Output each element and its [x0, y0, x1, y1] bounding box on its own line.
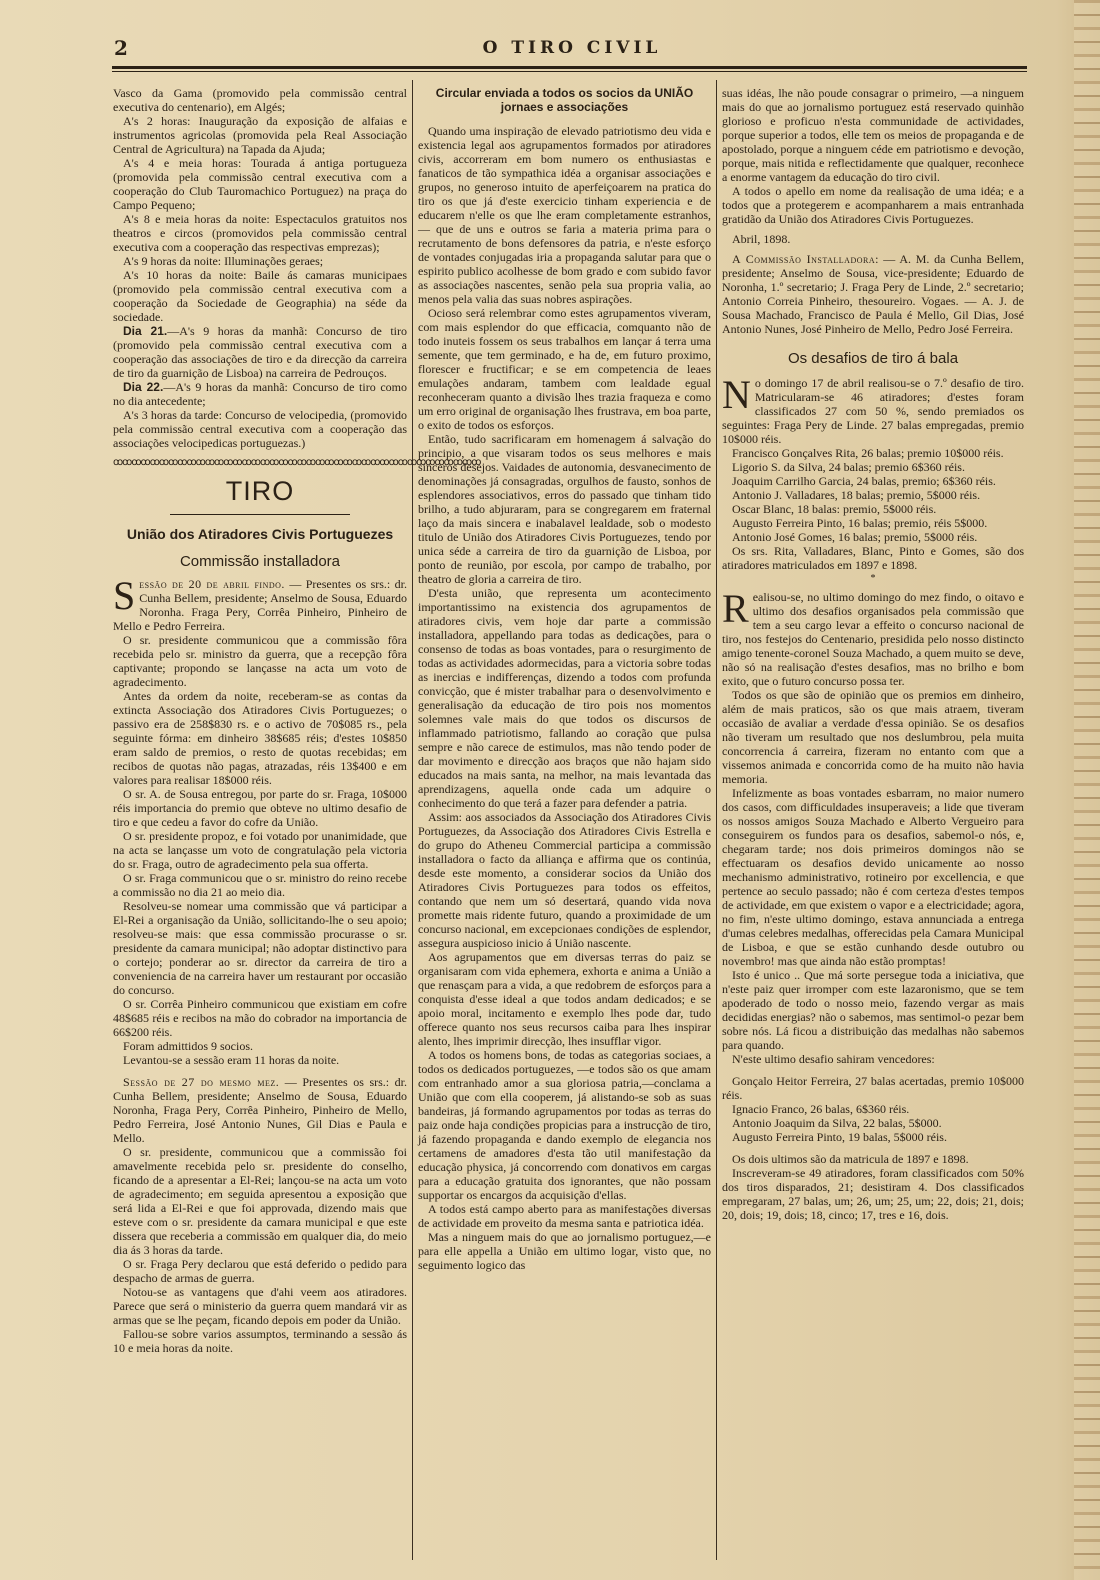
- paragraph: Isto é unico .. Que má sorte persegue toda a iniciativa, que n'este paiz quer irromper com este lazaronismo, que se tem apoderado de todo o nosso meio, fazendo vergar as mais decididas energias? não o sabemos, mas sentimol-o pezar bem sobre nós. Lá ficou a distribuição das medalhas não sabemos para quando.: [722, 968, 1024, 1052]
- winner-line: Augusto Ferreira Pinto, 19 balas, 5$000 réis.: [732, 1130, 947, 1144]
- day-label: Dia 21.: [123, 324, 168, 338]
- paragraph: Ocioso será relembrar como estes agrupamentos viveram, com mais esplendor do que efficacia, comquanto não de todo inuteis fossem os seus trabalhos em lançar á terra uma semente, que tem germinado, e ha de, em futuro proximo, florescer e fructificar; e se em competencia de leaes emulações andaram, tambem com lealdade egual reconheceram quanto a divisão lhes trazia fraqueza e como um erro original de organisação lhes frustrava, em boa parte, o exito de todos os esforços.: [418, 306, 711, 432]
- paragraph: [113, 380, 407, 408]
- paragraph: Todos os que são de opinião que os premios em dinheiro, além de mais praticos, são os que mais atraem, tiveram occasião de avaliar a verdade d'essa opinião. Se os desafios não tiveram um resultado que nos deslumbrou, pela muita concorrencia á carreira, fizeram no entanto com que a vissemos animada e concorrida como de ha muito não havia memoria.: [722, 688, 1024, 786]
- ornamental-divider: ꝏꝏꝏꝏꝏꝏꝏꝏꝏꝏꝏꝏꝏꝏꝏꝏꝏꝏꝏꝏꝏꝏꝏꝏꝏꝏꝏꝏꝏꝏꝏꝏꝏꝏꝏꝏꝏꝏꝏꝏ: [113, 457, 481, 468]
- paragraph: Inscreveram-se 49 atiradores, foram classificados com 50% dos tiros disparados, 21; desistiram 4. Dos classificados empregaram, 27 balas, um; 26, um; 25, um; 22, dois; 21, dois; 20, dois; 19, dois; 18, cinco; 17, tres e 16, dois.: [722, 1166, 1024, 1222]
- winner-line: Ignacio Franco, 26 balas, 6$360 réis.: [732, 1102, 910, 1116]
- paragraph: D'esta união, que representa um acontecimento importantissimo na existencia dos agrupamentos de atiradores civis, vem hoje dar parte a commissão installadora, appellando para todas as dedicações, para o consenso de todas as boas vontades, para o resurgimento de todas as actividades adormecidas, para a victoria sobre todas as inercias e indifferenças, dizendo a todos com profunda convicção, que é mister trabalhar para o desenvolvimento e generalisação da educação de tiro pois nos momentos solemnes vale mais do que todos os discursos de inflammado patriotismo, fallando ao coração que pulsa sempre e não carece de estimulos, mas não tendo poder de dar movimento e direcção aos braços que não hajam sido educados na mais santa, na melhor, na mais levantada das aprendizagens, aquella onde cada um adquire o conhecimento do que terá a fazer para defender a patria.: [418, 586, 711, 810]
- paragraph-text: ealisou-se, no ultimo domingo do mez findo, o oitavo e ultimo dos desafios organisados pela commissão que tem a seu cargo levar a effeito o concurso nacional de tiro, nos festejos do Centenario, presidida pelo nosso distincto amigo tenente-coronel Souza Machado, a quem muito se deve, não só na realisação d'estes desafios, mas no brilho e bom exito, que o futuro concurso possa ter.: [722, 590, 1024, 688]
- result-line: Joaquim Carrilho Garcia, 24 balas, premio; 6$360 réis.: [732, 474, 996, 488]
- page-number: 2: [114, 36, 128, 60]
- section-title: TIRO: [225, 476, 295, 506]
- page-edge: [1074, 0, 1100, 1580]
- drop-cap: S: [113, 573, 136, 618]
- header-rule: [112, 66, 1027, 72]
- paragraph: Foram admittidos 9 socios.: [123, 1039, 253, 1053]
- short-rule: [170, 514, 350, 515]
- paragraph: A's 8 e meia horas da noite: Espectaculos gratuitos nos theatros e circos (promovidos pela commissão central executiva com a cooperação das respectivas emprezas);: [113, 212, 407, 254]
- session-lead: Sessão de 27 do mesmo mez.: [123, 1075, 280, 1089]
- column-divider: [716, 80, 717, 1560]
- column-divider: [412, 80, 413, 1560]
- paragraph: O sr. Fraga Pery declarou que está deferido o pedido para despacho de armas de guerra.: [113, 1257, 407, 1285]
- paragraph: [722, 372, 1024, 446]
- result-line: Ligorio S. da Silva, 24 balas; premio 6$360 réis.: [732, 460, 965, 474]
- paragraph: Antes da ordem da noite, receberam-se as contas da extincta Associação dos Atiradores Civis Portuguezes; o passivo era de 258$830 rs. e o activo de 70$085 rs., pela seguinte fórma: em dinheiro 38$685 réis; d'estes 10$850 eram saldo de premios, o resto de quotas recebidas; em recibos de quotas não pagas, atrazadas, réis 13$400 e em valores para realisar 18$000 réis.: [113, 689, 407, 787]
- paragraph: N'este ultimo desafio sahiram vencedores:: [732, 1052, 935, 1066]
- paragraph: O sr. presidente propoz, e foi votado por unanimidade, que na acta se lançasse um voto de congratulação pela victoria do sr. Fraga, outro de agradecimento pela sua offerta.: [113, 829, 407, 871]
- winner-line: Gonçalo Heitor Ferreira, 27 balas acertadas, premio 10$000 réis.: [722, 1074, 1024, 1102]
- paragraph: Fallou-se sobre varios assumptos, terminando a sessão ás 10 e meia horas da noite.: [113, 1327, 407, 1355]
- paragraph: A's 10 horas da noite: Baile ás camaras municipaes (promovido pela commissão central executiva com a cooperação da Sociedade de Geographia) na séde da sociedade.: [113, 268, 407, 324]
- signature-text: : — A. M. da Cunha Bellem, presidente; Anselmo de Sousa, vice-presidente; Eduardo de Noronha, 1.º secretario; J. Fraga Pery de Linde, 2.º secretario; Antonio Correia Pinheiro, thesoureiro. Vogaes. — A. J. de Sousa Machado, Francisco de Paula é Mello, Gil Dias, José Antonio Nunes, José Pinheiro de Mello, Pedro José Ferreira.: [722, 252, 1025, 336]
- paragraph: suas idéas, lhe não poude consagrar o primeiro, —a ninguem mais do que ao jornalismo portuguez está reservado quinhão glorioso e proficuo n'esta communidade de actividades, porque superior a todos, elle tem os meios de propaganda e de apostolado, porque a ninguem céde em patriotismo e devoção, porque, mais nitida e reflectidamente que qualquer, reconhece a enorme vantagem da educação do tiro civil.: [722, 86, 1024, 184]
- paragraph: A's 3 horas da tarde: Concurso de velocipedia, (promovido pela commissão central executiva com a cooperação das associações velocipedicas portuguezas.): [113, 408, 407, 450]
- paragraph: O sr. Fraga communicou que o sr. ministro do reino recebe a commissão no dia 21 ao meio dia.: [113, 871, 407, 899]
- column-3: [722, 86, 1024, 1556]
- article-heading: Circular enviada a todos os socios da UNIÃO jornaes e associações: [435, 86, 694, 114]
- paragraph: Infelizmente as boas vontades esbarram, no maior numero dos casos, com difficuldades insuperaveis; a lide que tiveram os nossos amigos Souza Machado e Alberto Vergueiro para conseguirem os fundos para os desafios, sabemol-o nós, e, chegaram tarde; nos dois primeiros domingos não se effectuaram os desafios devido unicamente ao nosso mechanismo administrativo, rotineiro por excellencia, e que pertence ao seculo passado; não é com certeza d'estes tempos de actividade, em que existem o vapor e a electricidade; agora, no fim, n'este ultimo domingo, estava annunciada a entrega d'umas celebres medalhas, offerecidas pela Camara Municipal de Lisboa, e que se estão cunhando desde outubro ou novembro! mas que ainda não estão promptas!: [722, 786, 1024, 968]
- session-lead: essão de 20 de abril findo.: [139, 577, 285, 591]
- session-text: — Presentes os srs.: dr. Cunha Bellem, presidente; Anselmo de Sousa, Eduardo Noronha, Fraga Pery, Corrêa Pinheiro, Pinheiro de Mello, Pedro Ferreira, José Antonio Nunes, Gil Dias e Paula e Mello.: [113, 1075, 407, 1145]
- day-label: Dia 22.: [123, 380, 164, 394]
- paragraph: O sr. A. de Sousa entregou, por parte do sr. Fraga, 10$000 réis importancia do premio que obteve no ultimo desafio de tiro e que cedeu a favor do cofre da União.: [113, 787, 407, 829]
- session-text: — Presentes os srs.: dr. Cunha Bellem, presidente; Anselmo de Sousa, Eduardo Noronha. Fraga Pery, Corrêa Pinheiro, Pinheiro de Mello e Pedro Ferreira.: [113, 577, 407, 633]
- paragraph: A's 2 horas: Inauguração da exposição de alfaias e instrumentos agricolas (promovida pela Real Associação Central de Agricultura) na Tapada da Ajuda;: [113, 114, 407, 156]
- paragraph: Os srs. Rita, Valladares, Blanc, Pinto e Gomes, são dos atiradores matriculados em 1897 e 1898.: [722, 544, 1024, 572]
- paragraph: Os dois ultimos são da matricula de 1897 e 1898.: [732, 1152, 969, 1166]
- paragraph: Resolveu-se nomear uma commissão que vá participar a El-Rei a organisação da União, sollicitando-lhe o seu apoio; resolveu-se mais: que essa commissão procurasse o sr. presidente da camara municipal; não adoptar distinctivo para o cortejo; ponderar ao sr. director da carreira de tiro a conveniencia de na carreira haver um restaurant por occasião do concurso.: [113, 899, 407, 997]
- result-line: Antonio José Gomes, 16 balas; premio, 5$000 réis.: [732, 530, 978, 544]
- paragraph: [113, 1075, 407, 1145]
- separator-star: *: [870, 573, 876, 584]
- signature-lead: A Commissão Installadora: [732, 252, 876, 266]
- paragraph: Levantou-se a sessão eram 11 horas da noite.: [123, 1053, 340, 1067]
- paragraph: O sr. presidente, communicou que a commissão foi amavelmente recebida pelo sr. presidente do conselho, ficando de a apresentar a El-Rei; lançou-se na acta um voto de agradecimento; em seguida apresentou a exposição que será lida a El-Rei e que foi approvada, dizendo mais que esteve com o sr. presidente da camara municipal e que este dissera que receberia a commissão em qualquer dia, do meio dia ás 3 horas da tarde.: [113, 1145, 407, 1257]
- paragraph: Então, tudo sacrificaram em homenagem á salvação do principio, a que visaram todos os seus melhores e mais sinceros desejos. Vaidades de autonomia, desvanecimento de denominações já consagradas, orgulhos de fausto, sonhos de esplendores associativos, erros do passado que tinham tido brilho, a tudo abjuraram, para se congregarem em fraternal laço da mais sincera e inabalavel lealdade, sob o modesto titulo de União dos Atiradores Civis Portuguezes, tendo por unica séde a carreira de tiro da guarnição de Lisboa, por ponto de reunião, por escola, por campo de trabalho, por theatro de gloria a carreira de tiro.: [418, 432, 711, 586]
- paragraph-text: o domingo 17 de abril realisou-se o 7.º desafio de tiro. Matricularam-se 46 atiradores; d'estes foram classificados 27 com 50 %, sendo premiados os seguintes: Fraga Pery de Linde. 27 balas empregadas, premio 10$000 réis.: [722, 376, 1024, 446]
- paragraph: Mas a ninguem mais do que ao jornalismo portuguez,—e para elle appella a União em ultimo logar, visto que, no seguimento logico das: [418, 1230, 711, 1272]
- paragraph: [113, 324, 407, 380]
- paragraph: A's 9 horas da noite: Illuminações geraes;: [123, 254, 324, 268]
- paragraph: [722, 586, 1024, 688]
- result-line: Oscar Blanc, 18 balas: premio, 5$000 réis.: [732, 502, 937, 516]
- day-text: —A's 9 horas da manhã: Concurso de tiro (promovido pela commissão central executiva com a cooperação das associações de tiro e da direcção da carreira de tiro da guarnição de Lisboa) na carreira de Pedrouços.: [113, 324, 407, 380]
- day-text: —A's 9 horas da manhã: Concurso de tiro como no dia antecedente;: [113, 380, 407, 408]
- winner-line: Antonio Joaquim da Silva, 22 balas, 5$000.: [732, 1116, 942, 1130]
- paragraph: A's 4 e meia horas: Tourada á antiga portugueza (promovida pela commissão central executiva com a cooperação do Club Tauromachico Portuguez) na praça do Campo Pequeno;: [113, 156, 407, 212]
- date-line: Abril, 1898.: [732, 232, 791, 246]
- paragraph: [113, 573, 407, 633]
- drop-cap: N: [722, 372, 751, 417]
- paragraph: Quando uma inspiração de elevado patriotismo deu vida e existencia legal aos agrupamentos formados por atiradores civis, accorreram em bom numero os enthusiastas e fanaticos de tão sympathica idéa a organisar associações e grupos, no generoso intuito de aperfeiçoarem na pratica do tiro os que já d'este exercicio tinham experiencia e de educarem n'elle os que lhe eram completamente estranhos, — que de uns e outros se faria a materia prima para o recrutamento de bons defensores da patria, e n'este esforço de vontades conjugadas iria a propaganda salutar para que o espirito publico acolhesse de bom grado e com subido favor as associações nascentes, senão pela sua propria valia, ao menos pela valia das suas nobres aspirações.: [418, 124, 711, 306]
- page-header: [112, 36, 1032, 66]
- result-line: Augusto Ferreira Pinto, 16 balas; premio, réis 5$000.: [732, 516, 988, 530]
- section-subtitle-2: Commissão installadora: [179, 553, 341, 570]
- paragraph: Aos agrupamentos que em diversas terras do paiz se organisaram com vida ephemera, exhorta e anima a União a que renasçam para a vida, a que redobrem de esforços para a conquista d'esse ideal a que todos andam dedicados; e se apoio moral, incitamento e exemplo lhes pode dar, tudo offerece quanto nos seus recursos caiba para lhes inspirar alento, lhes imprimir direcção, lhes insufflar vigor.: [418, 950, 711, 1048]
- signatures: [722, 252, 1024, 336]
- paragraph: A todos os homens bons, de todas as categorias sociaes, a todos os dedicados portuguezes, —e todos são os que amam com entranhado amor a sua gloriosa patria,—conclama a União que com ella cooperem, já alistando-se sob as suas bandeiras, já formando agrupamentos por todas as terras do paiz onde haja condições propicias para a instrucção de tiro, já fazendo propaganda e dando exemplo de elegancia nos certamens de amadores d'esta tão util manifestação da educação physica, já concorrendo com donativos em cargas para a educação gratuita dos ignorantes, que não possam supportar os encargos da acquisição d'ellas.: [418, 1048, 711, 1202]
- paragraph: Assim: aos associados da Associação dos Atiradores Civis Portuguezes, da Associação dos Atiradores Civis Estrella e do grupo do Atheneu Commercial participa a commissão installadora o facto da alliança e affirma que os continúa, desde este momento, a considerar socios da União dos Atiradores Civis Portuguezes para todos os effeitos, contando que nem um só desertará, quando vida nova promette mais ridente futuro, quando a proximidade de um concurso nacional, em excepcionaes condições de esplendor, assegura auspicioso inicio á União nascente.: [418, 810, 711, 950]
- section-subtitle: União dos Atiradores Civis Portuguezes: [126, 526, 394, 542]
- column-2: [418, 86, 711, 1556]
- paragraph: O sr. presidente communicou que a commissão fôra recebida pelo sr. ministro da guerra, que a recepção fôra captivante; propondo se lançasse na acta um voto de agradecimento.: [113, 633, 407, 689]
- paragraph: Notou-se as vantagens que d'ahi veem aos atiradores. Parece que será o ministerio da guerra quem mandará vir as armas que se lhe peçam, ficando depois em poder da União.: [113, 1285, 407, 1327]
- drop-cap: R: [722, 586, 749, 631]
- paragraph: Vasco da Gama (promovido pela commissão central executiva do centenario), em Algés;: [113, 86, 407, 114]
- column-1: [113, 86, 481, 1556]
- result-line: Antonio J. Valladares, 18 balas; premio, 5$000 réis.: [732, 488, 981, 502]
- paragraph: A todos está campo aberto para as manifestações diversas de actividade em proveito da mesma santa e patriotica idéa.: [418, 1202, 711, 1230]
- article-heading: Os desafios de tiro á bala: [787, 350, 959, 367]
- result-line: Francisco Gonçalves Rita, 26 balas; premio 10$000 réis.: [732, 446, 1004, 460]
- paragraph: O sr. Corrêa Pinheiro communicou que existiam em cofre 48$685 réis e recibos na mão do cobrador na importancia de 66$200 réis.: [113, 997, 407, 1039]
- newspaper-title: O TIRO CIVIL: [482, 38, 662, 58]
- paragraph: A todos o apello em nome da realisação de uma idéa; e a todos que a protegerem e acompanharem a mais entranhada gratidão da União dos Atiradores Civis Portuguezes.: [722, 184, 1024, 226]
